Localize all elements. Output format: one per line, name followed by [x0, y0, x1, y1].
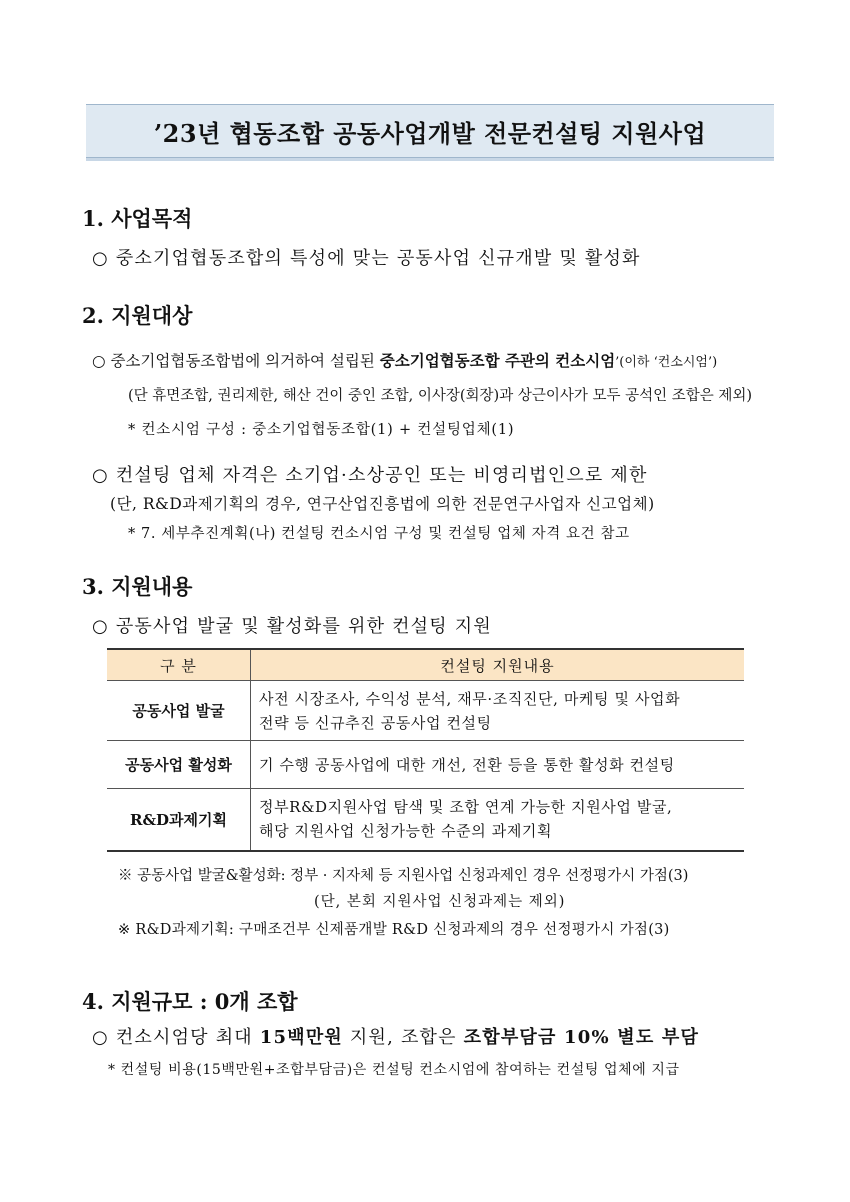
- row-description-line: 정부R&D지원사업 탐색 및 조합 연계 가능한 지원사업 발굴,: [259, 798, 673, 817]
- row-description: [251, 789, 745, 851]
- section-3-heading: 3. 지원내용: [82, 574, 193, 599]
- section-2-bullet-2-note: (단, R&D과제기획의 경우, 연구산업진흥법에 의한 전문연구사업자 신고업체): [110, 495, 655, 513]
- row-description: [251, 681, 745, 741]
- row-description-line: 기 수행 공동사업에 대한 개선, 전환 등을 통한 활성화 컨설팅: [259, 755, 675, 774]
- bullet-text: ○ 컨소시엄당 최대: [92, 1027, 260, 1048]
- section-4-star: * 컨설팅 비용(15백만원+조합부담금)은 컨설팅 컨소시엄에 참여하는 컨설팅 업체에 지급: [108, 1062, 680, 1078]
- bullet-1-bold: 중소기업협동조합 주관의 컨소시엄: [379, 351, 616, 370]
- section-2-heading: 2. 지원대상: [82, 303, 193, 328]
- section-2-bullet-1: [92, 349, 717, 371]
- row-description: [251, 741, 745, 789]
- section-1-bullet: ○ 중소기업협동조합의 특성에 맞는 공동사업 신규개발 및 활성화: [92, 248, 641, 269]
- header-description: 컨설팅 지원내용: [251, 649, 745, 681]
- table-row: [107, 741, 744, 789]
- bullet-1-text: ○ 중소기업협동조합법에 의거하여 설립된: [92, 352, 380, 370]
- row-category: R&D과제기획: [107, 789, 251, 851]
- section-4-bullet: [92, 1023, 699, 1049]
- bullet-1-suffix: ’(이하 ‘컨소시엄’): [615, 355, 718, 370]
- section-2-bullet-1-star: * 컨소시엄 구성 : 중소기업협동조합(1) + 컨설팅업체(1): [128, 422, 515, 438]
- support-amount: 15백만원: [259, 1027, 344, 1048]
- row-description-line: 해당 지원사업 신청가능한 수준의 과제기획: [259, 822, 553, 841]
- row-description-line: 사전 시장조사, 수익성 분석, 재무·조직진단, 마케팅 및 사업화: [259, 689, 681, 708]
- document-title: ’23년 협동조합 공동사업개발 전문컨설팅 지원사업: [86, 104, 774, 158]
- union-contribution: 조합부담금 10% 별도 부담: [463, 1027, 700, 1048]
- bullet-text: 지원, 조합은: [343, 1027, 464, 1048]
- section-3-bullet: ○ 공동사업 발굴 및 활성화를 위한 컨설팅 지원: [92, 616, 492, 637]
- row-category: 공동사업 발굴: [107, 681, 251, 741]
- table-header-row: [107, 649, 744, 681]
- section-2-bullet-2: ○ 컨설팅 업체 자격은 소기업·소상공인 또는 비영리법인으로 제한: [92, 465, 648, 486]
- section-2-bullet-2-star: * 7. 세부추진계획(나) 컨설팅 컨소시엄 구성 및 컨설팅 업체 자격 요건 참고: [128, 526, 630, 542]
- support-content-table: [107, 648, 744, 852]
- row-category: 공동사업 활성화: [107, 741, 251, 789]
- section-2-bullet-1-note: (단 휴면조합, 권리제한, 해산 건이 중인 조합, 이사장(회장)과 상근이사가 모두 공석인 조합은 제외): [128, 388, 753, 404]
- section-1-heading: 1. 사업목적: [82, 206, 193, 231]
- table-note-2: ※ R&D과제기획: 구매조건부 신제품개발 R&D 신청과제의 경우 선정평가시 가점(3): [118, 922, 670, 938]
- table-row: [107, 681, 744, 741]
- header-category: 구 분: [107, 649, 251, 681]
- table-note-1: ※ 공동사업 발굴&활성화: 정부 · 지자체 등 지원사업 신청과제인 경우 선정평가시 가점(3): [118, 868, 689, 884]
- table-row: [107, 789, 744, 851]
- table-note-1-sub: (단, 본회 지원사업 신청과제는 제외): [314, 894, 566, 910]
- row-description-line: 전략 등 신규추진 공동사업 컨설팅: [259, 713, 492, 732]
- section-4-heading: 4. 지원규모 : 0개 조합: [82, 989, 298, 1014]
